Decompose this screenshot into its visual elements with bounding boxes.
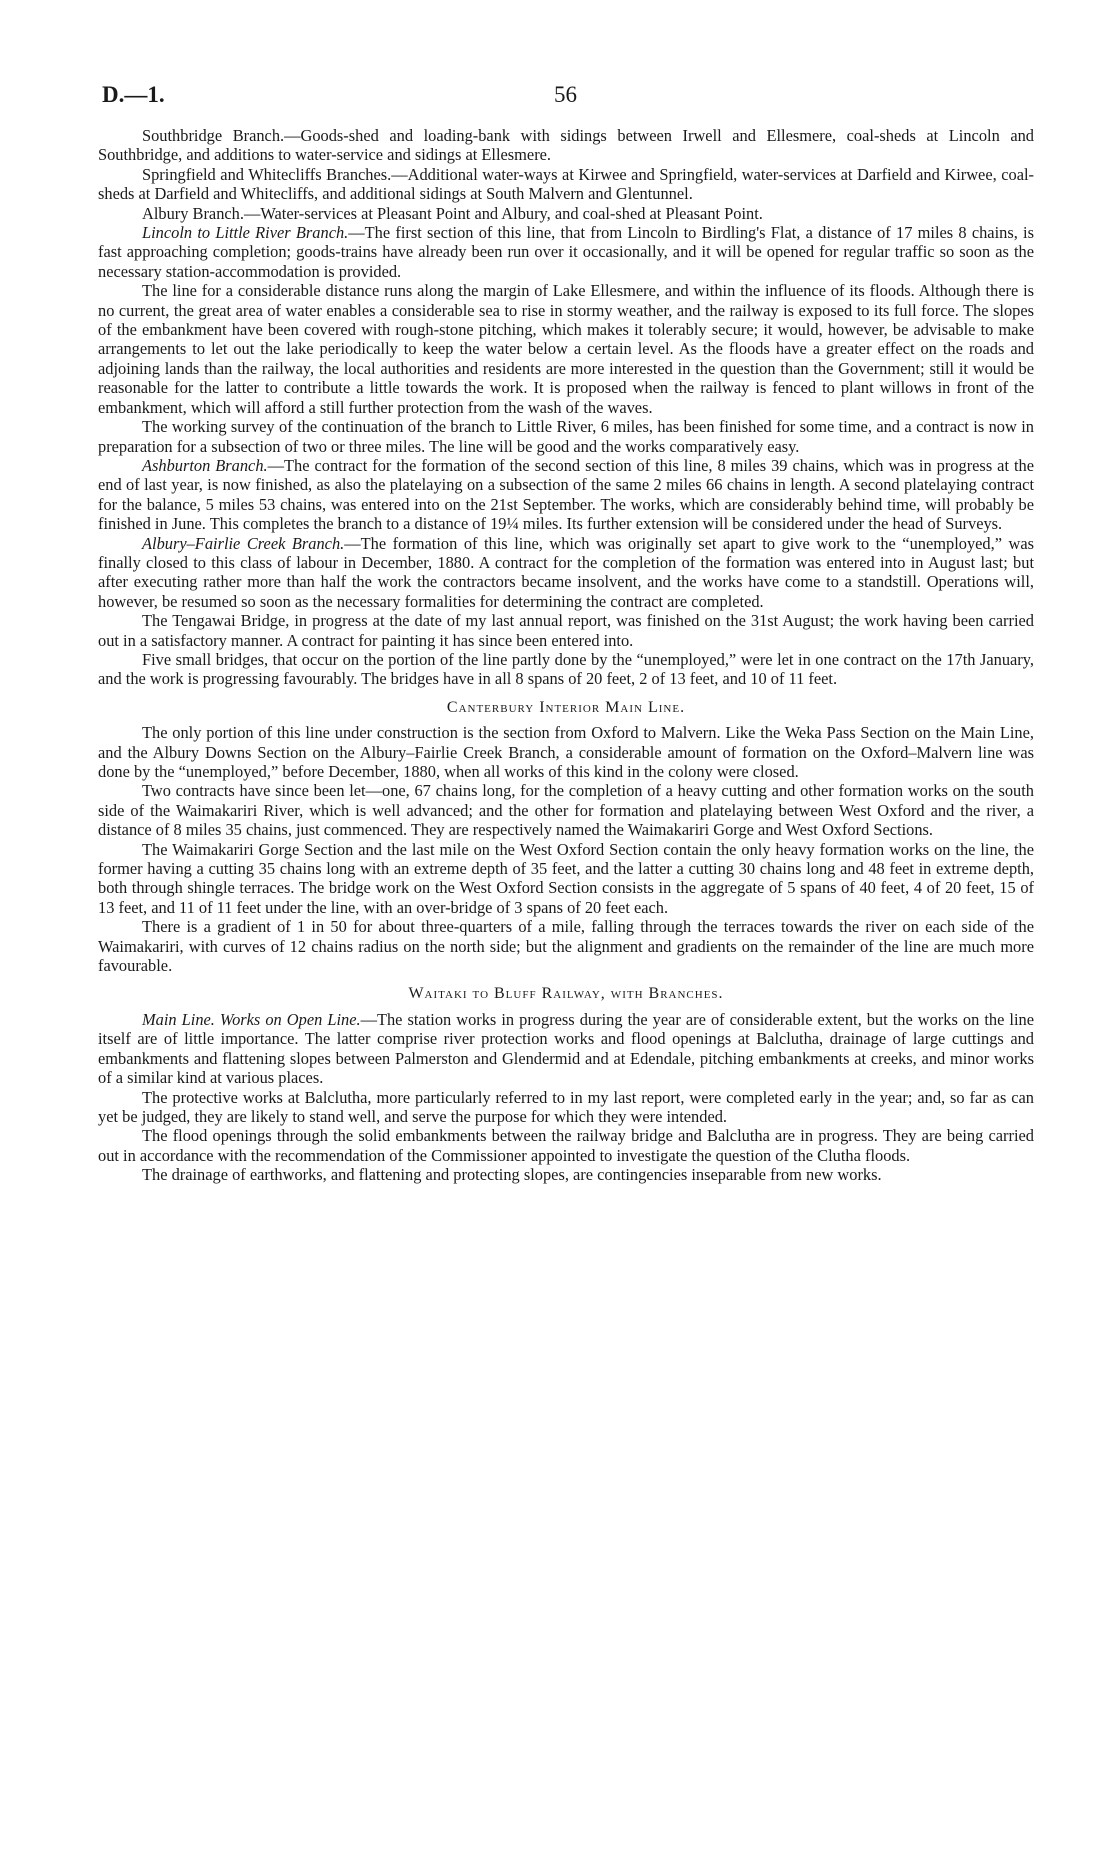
paragraph: There is a gradient of 1 in 50 for about three-quarters of a mile, falling through the terraces towards the river on each side of the Waimakariri, with curves of 12 chains radius on the north side; but the alignment and gradients on the remainder of the line are much more favourable. <box>98 917 1034 976</box>
italic-lead: Main Line. Works on Open Line. <box>142 1009 361 1029</box>
document-body <box>98 126 1034 1185</box>
paragraph: The flood openings through the solid embankments between the railway bridge and Balclutha are in progress. They are being carried out in accordance with the recommendation of the Commissioner appointed to investigate the question of the Clutha floods. <box>98 1126 1034 1165</box>
page-header <box>98 72 1034 112</box>
paragraph: The working survey of the continuation of the branch to Little River, 6 miles, has been finished for some time, and a contract is now in preparation for a subsection of two or three miles. The line will be good and the works comparatively easy. <box>98 417 1034 456</box>
paragraph: The Waimakariri Gorge Section and the last mile on the West Oxford Section contain the only heavy formation works on the line, the former having a cutting 35 chains long with an extreme depth of 35 feet, and the latter a cutting 30 chains long and 48 feet in extreme depth, both through shingle terraces. The bridge work on the West Oxford Section consists in the aggregate of 5 spans of 40 feet, 4 of 20 feet, 15 of 13 feet, and 11 of 11 feet under the line, with an over-bridge of 3 spans of 20 feet each. <box>98 839 1034 917</box>
section-heading-waitaki: Waitaki to Bluff Railway, with Branches. <box>408 985 724 1003</box>
italic-lead: Albury–Fairlie Creek Branch. <box>142 533 345 553</box>
paragraph: Southbridge Branch.—Goods-shed and loading-bank with sidings between Irwell and Ellesmere, coal-sheds at Lincoln and Southbridge, and additions to water-service and sidings at Ellesmere. <box>98 126 1034 165</box>
paragraph: Lincoln to Little River Branch.—The first section of this line, that from Lincoln to Birdling's Flat, a distance of 17 miles 8 chains, is fast approaching completion; goods-trains have already been run over it occasionally, and it will be opened for regular traffic so soon as the necessary station-accommodation is provided. <box>98 223 1034 281</box>
paragraph: Five small bridges, that occur on the portion of the line partly done by the “unemployed,” were let in one contract on the 17th January, and the work is progressing favourably. The bridges have in all 8 spans of 20 feet, 2 of 13 feet, and 10 of 11 feet. <box>98 649 1034 689</box>
paragraph: Albury–Fairlie Creek Branch.—The formation of this line, which was originally set apart to give work to the “unemployed,” was finally closed to this class of labour in December, 1880. A contract for the completion of the formation was entered into in August last; but after executing rather more than half the work the contractors became insolvent, and the works have come to a standstill. Operations will, however, be resumed so soon as the necessary formalities for determining the contract are completed. <box>98 533 1034 611</box>
document-page <box>98 72 1034 1185</box>
paragraph: The line for a considerable distance runs along the margin of Lake Ellesmere, and within the influence of its floods. Although there is no current, the great area of water enables a considerable sea to rise in stormy weather, and the railway is exposed to its full force. The slopes of the embankment have been covered with rough-stone pitching, which makes it tolerably secure; it would, however, be advisable to make arrangements to let out the lake periodically to keep the water below a certain level. As the floods have a greater effect on the roads and adjoining lands than the railway, the local authorities and residents are more interested in the question than the Government; still it would be reasonable for the latter to contribute a little towards the work. It is proposed when the railway is fenced to plant willows in front of the embankment, which will afford a still further protection from the wash of the waves. <box>98 281 1034 417</box>
document-reference: D.—1. <box>102 82 165 107</box>
paragraph: The only portion of this line under construction is the section from Oxford to Malvern. Like the Weka Pass Section on the Main Line, and the Albury Downs Section on the Albury–Fairlie Creek Branch, a considerable amount of formation on the Oxford–Malvern line was done by the “unemployed,” before December, 1880, when all works of this kind in the colony were closed. <box>98 723 1034 781</box>
paragraph: The Tengawai Bridge, in progress at the date of my last annual report, was finished on the 31st August; the work having been carried out in a satisfactory manner. A contract for painting it has since been entered into. <box>98 611 1034 650</box>
italic-lead: Ashburton Branch. <box>142 455 268 475</box>
paragraph: Ashburton Branch.—The contract for the formation of the second section of this line, 8 miles 39 chains, which was in progress at the end of last year, is now finished, as also the platelaying on a subsection of the same 2 miles 66 chains in length. A second platelaying contract for the balance, 5 miles 53 chains, was entered into on the 21st September. The works, which are considerably behind time, will probably be finished in June. This completes the branch to a distance of 19¼ miles. Its further extension will be considered under the head of Surveys. <box>98 455 1035 534</box>
paragraph: Main Line. Works on Open Line.—The station works in progress during the year are of considerable extent, but the works on the line itself are of little importance. The latter comprise river protection works and flood openings at Balclutha, drainage of large cuttings and embankments and flattening slopes between Palmerston and Glendermid and at Edendale, pitching embankments at creeks, and minor works of a similar kind at various places. <box>98 1009 1034 1088</box>
italic-lead: Lincoln to Little River Branch. <box>142 223 349 243</box>
paragraph: Albury Branch.—Water-services at Pleasant Point and Albury, and coal-shed at Pleasant Point. <box>142 203 763 223</box>
paragraph: Two contracts have since been let—one, 67 chains long, for the completion of a heavy cutting and other formation works on the south side of the Waimakariri River, which is well advanced; and the other for formation and platelaying between West Oxford and the river, a distance of 8 miles 35 chains, just commenced. They are respectively named the Waimakariri Gorge and West Oxford Sections. <box>98 781 1034 840</box>
section-heading-canterbury: Canterbury Interior Main Line. <box>446 698 686 716</box>
paragraph: The drainage of earthworks, and flattening and protecting slopes, are contingencies inseparable from new works. <box>142 1165 882 1185</box>
page-number: 56 <box>554 82 577 107</box>
paragraph: The protective works at Balclutha, more particularly referred to in my last report, were completed early in the year; and, so far as can yet be judged, they are likely to stand well, and serve the purpose for which they were intended. <box>98 1087 1034 1126</box>
paragraph: Springfield and Whitecliffs Branches.—Additional water-ways at Kirwee and Springfield, water-services at Darfield and Kirwee, coal-sheds at Darfield and Whitecliffs, and additional sidings at South Malvern and Glentunnel. <box>98 164 1034 204</box>
